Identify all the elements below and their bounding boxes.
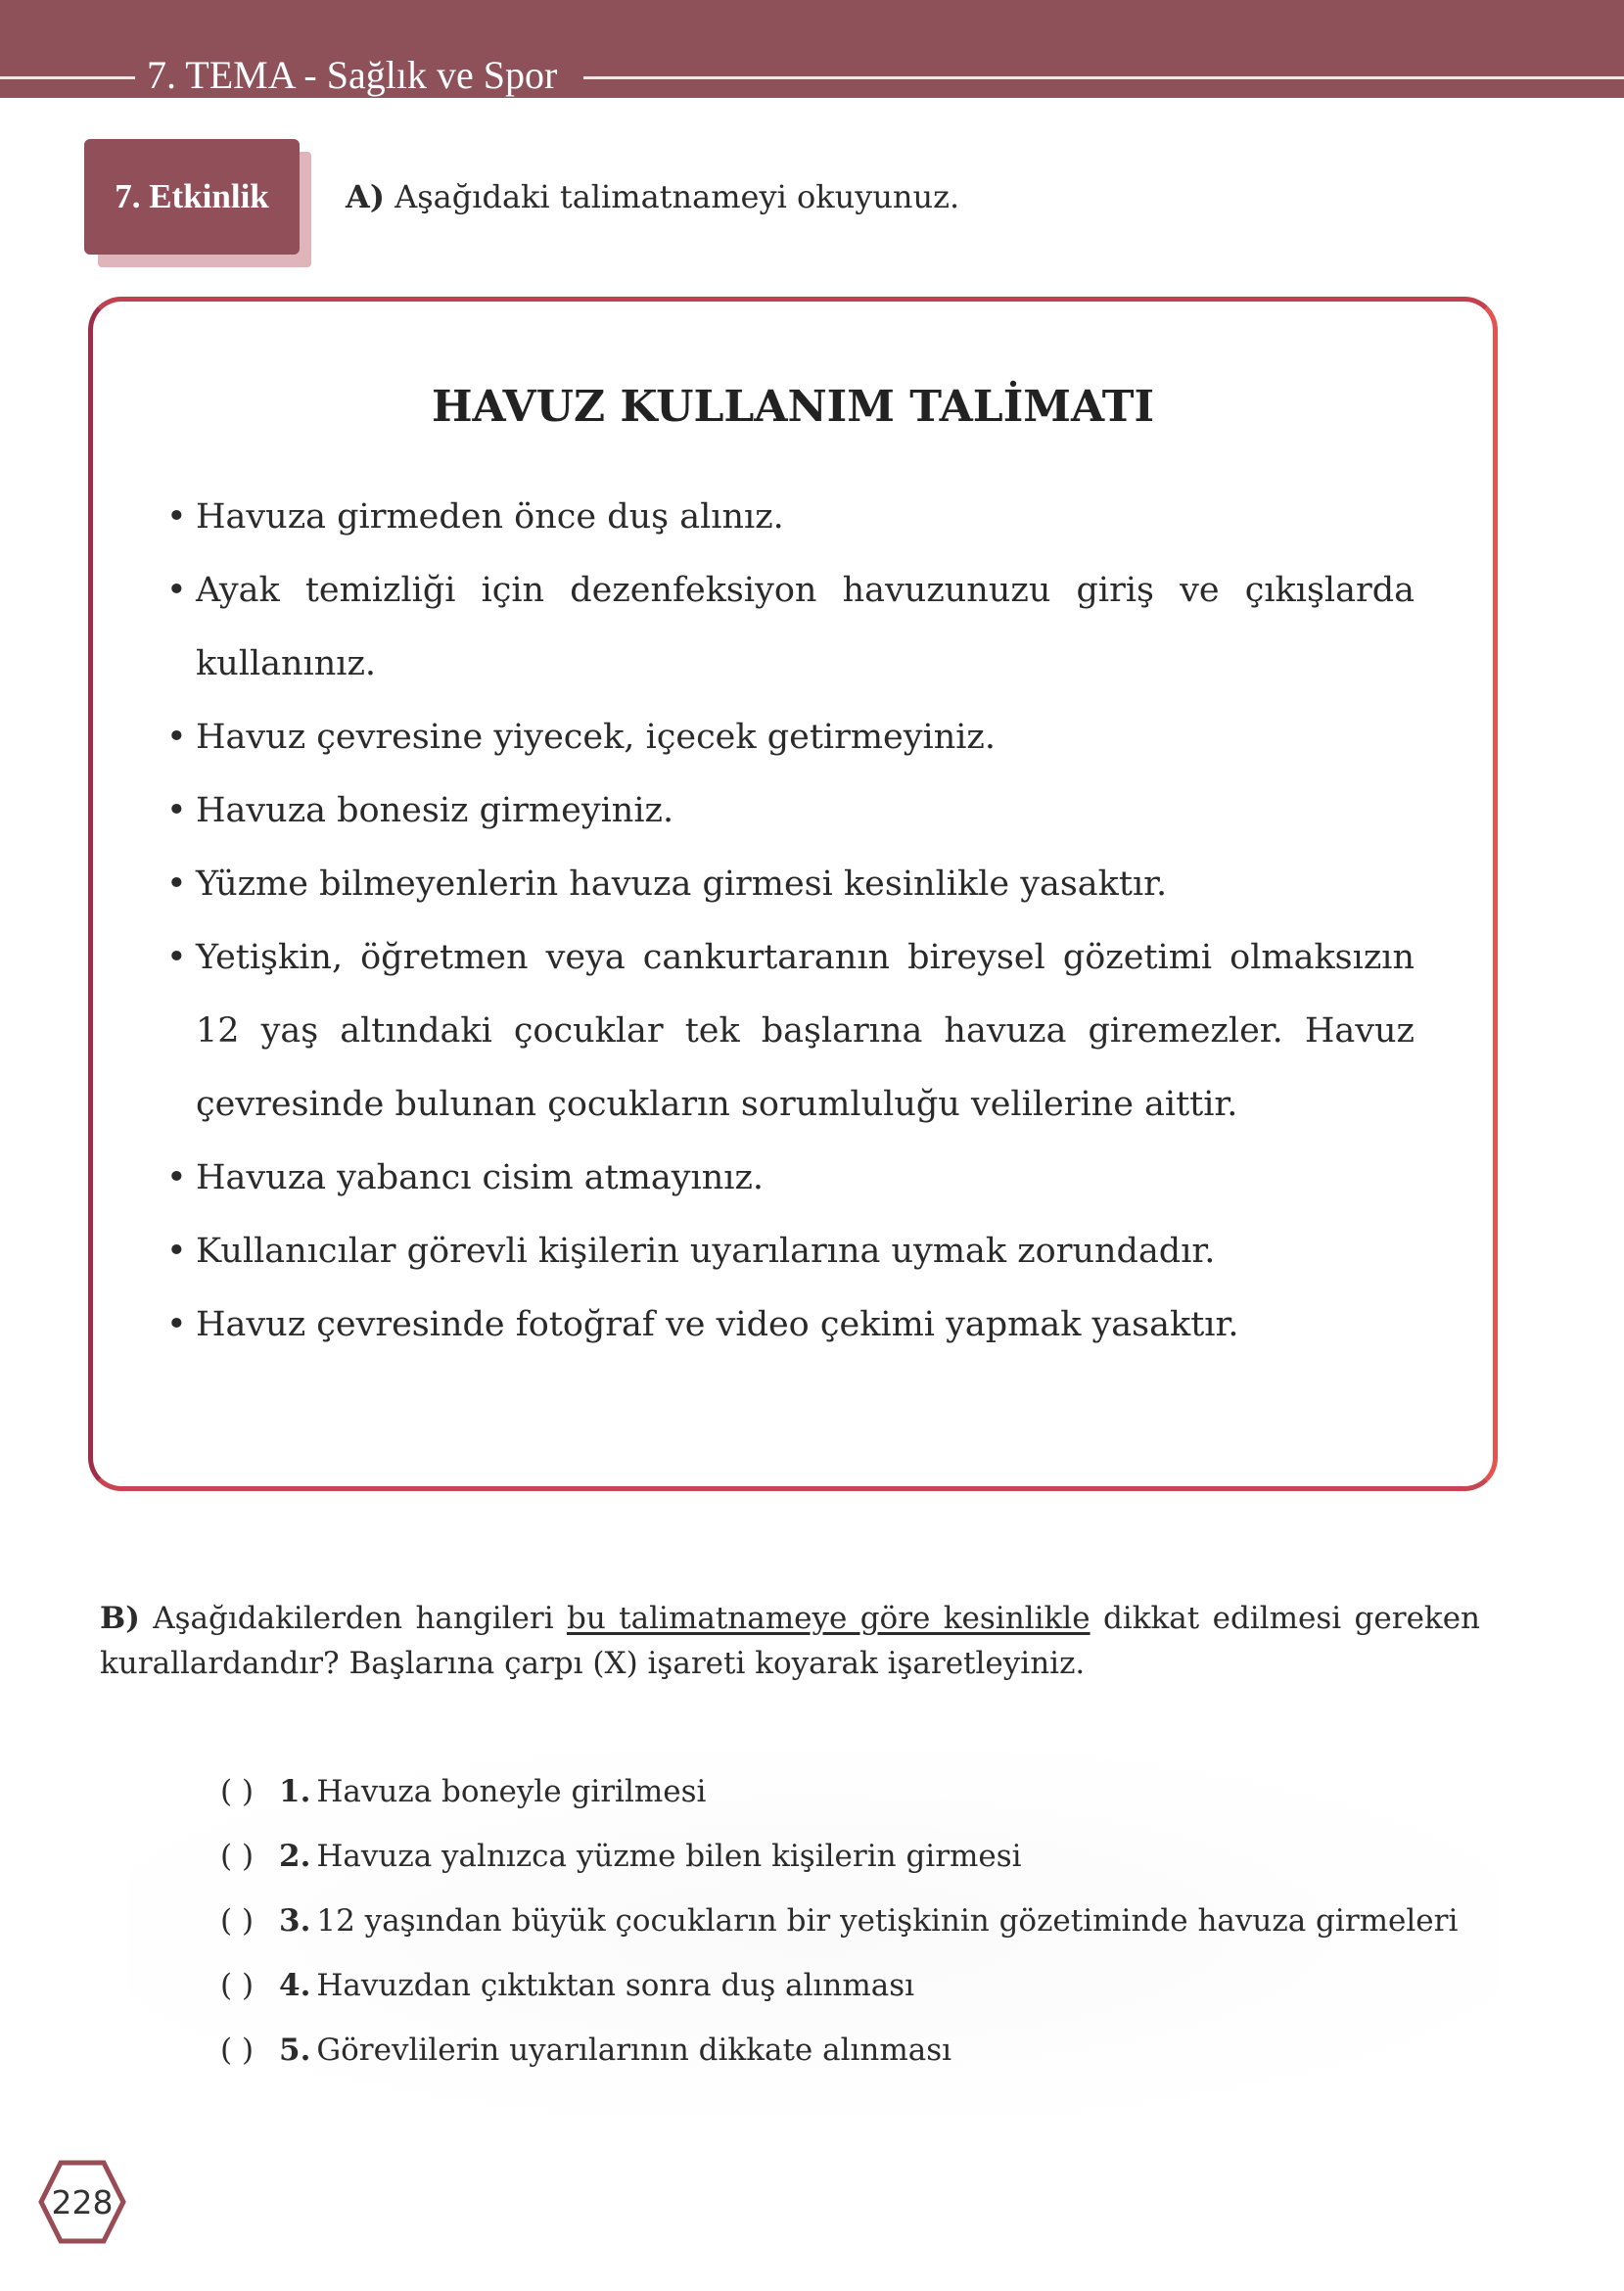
page-number: 228 xyxy=(51,2182,114,2221)
rules-list xyxy=(166,481,1415,1362)
option-text: Havuza boneyle girilmesi xyxy=(316,1774,707,1809)
option-checkbox[interactable]: ( ) xyxy=(220,1839,255,1874)
rule-item: • Havuz çevresinde fotoğraf ve video çekimi yapmak yasaktır. xyxy=(166,1288,1415,1362)
activity-badge: 7. Etkinlik xyxy=(84,139,300,255)
option-text: 12 yaşından büyük çocukların bir yetişkinin gözetiminde havuza girmeleri xyxy=(316,1903,1459,1939)
rule-item: • Havuza girmeden önce duş alınız. xyxy=(166,481,1415,554)
part-b-question xyxy=(100,1596,1480,1686)
options-list xyxy=(220,1759,1458,2082)
option-item xyxy=(220,1953,1458,2018)
part-b-label: B) xyxy=(100,1601,140,1636)
rule-item: • Kullanıcılar görevli kişilerin uyarılarına uymak zorundadır. xyxy=(166,1215,1415,1288)
option-text: Görevlilerin uyarılarının dikkate alınması xyxy=(316,2033,952,2068)
option-number: 4. xyxy=(279,1968,311,2003)
part-b-text-after: dikkat edilmesi gereken kurallardandır? Başlarına çarpı (X) işareti koyarak işaretleyiniz. xyxy=(100,1601,1481,1681)
option-checkbox[interactable]: ( ) xyxy=(220,1903,255,1939)
header-rule-right xyxy=(583,76,1624,79)
rules-title: HAVUZ KULLANIM TALİMATI xyxy=(431,382,1155,432)
rule-item: • Havuza yabancı cisim atmayınız. xyxy=(166,1142,1415,1215)
option-text: Havuzdan çıktıktan sonra duş alınması xyxy=(316,1968,915,2003)
part-a-text: Aşağıdaki talimatnameyi okuyunuz. xyxy=(394,178,960,215)
option-item xyxy=(220,1889,1458,1953)
rule-item: • Ayak temizliği için dezenfeksiyon havuzunuzu giriş ve çıkışlarda kullanınız. xyxy=(166,554,1415,701)
rules-box xyxy=(88,297,1498,1491)
option-number: 3. xyxy=(279,1903,311,1939)
rule-item: • Havuza bonesiz girmeyiniz. xyxy=(166,774,1415,848)
option-checkbox[interactable]: ( ) xyxy=(220,1774,255,1809)
option-number: 1. xyxy=(279,1774,311,1809)
header-rule-left xyxy=(0,76,135,79)
option-checkbox[interactable]: ( ) xyxy=(220,2033,255,2068)
option-item xyxy=(220,1824,1458,1889)
rule-item: • Yetişkin, öğretmen veya cankurtaranın bireysel gözetimi olmaksızın 12 yaş altındaki çocuklar tek başlarına havuza giremezler. Havuz çevresinde bulunan çocukların sorumluluğu velilerine aittir. xyxy=(166,921,1415,1142)
part-b-underlined: bu talimatnameye göre kesinlikle xyxy=(567,1601,1090,1636)
option-number: 5. xyxy=(279,2033,311,2068)
option-text: Havuza yalnızca yüzme bilen kişilerin girmesi xyxy=(316,1839,1022,1874)
theme-title: 7. TEMA - Sağlık ve Spor xyxy=(147,53,558,97)
option-item xyxy=(220,1759,1458,1824)
option-number: 2. xyxy=(279,1839,311,1874)
rule-item: • Havuz çevresine yiyecek, içecek getirmeyiniz. xyxy=(166,701,1415,774)
part-b-text-before: Aşağıdakilerden hangileri xyxy=(153,1601,554,1636)
option-checkbox[interactable]: ( ) xyxy=(220,1968,255,2003)
part-a-label: A) xyxy=(346,178,385,215)
option-item xyxy=(220,2018,1458,2082)
rule-item: • Yüzme bilmeyenlerin havuza girmesi kesinlikle yasaktır. xyxy=(166,848,1415,921)
page-number-badge xyxy=(37,2159,127,2245)
part-a-instruction xyxy=(346,178,959,215)
